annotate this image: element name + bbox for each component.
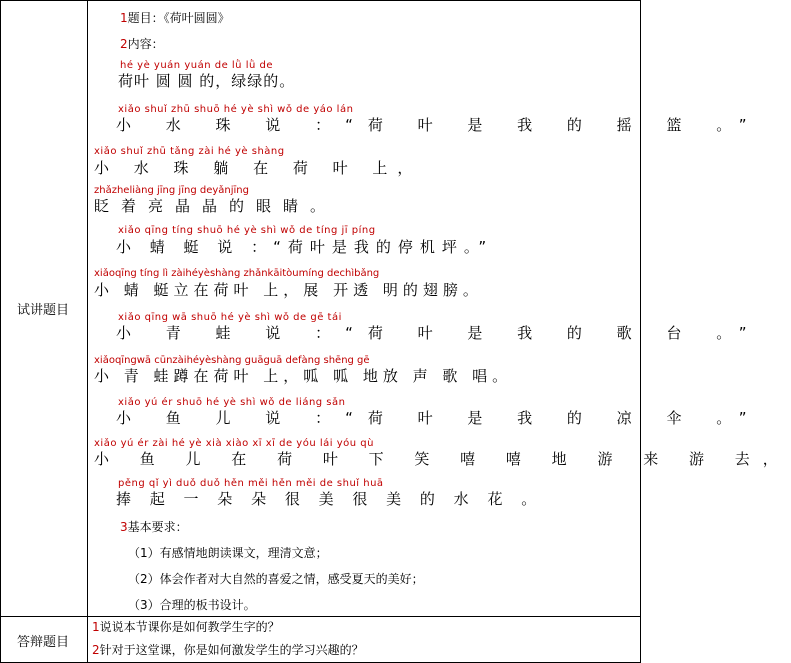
defense-question: 2针对于这堂课，你是如何激发学生的学习兴趣的？	[92, 643, 364, 657]
table-border-top	[0, 0, 641, 1]
content-label: 2内容：	[120, 37, 164, 51]
row-label-defense: 答辩题目	[17, 635, 70, 650]
text-line: 小 青 蛙 说 ：“荷 叶 是 我 的 歌 台 。”	[116, 324, 762, 342]
text-line: 小 水 珠 躺 在 荷 叶 上，	[94, 159, 423, 177]
text-line: 小 蜻 蜓立在荷叶 上，展 开透 明的翅膀。	[94, 281, 483, 299]
pinyin-line: xiǎo shuǐ zhū shuō hé yè shì wǒ de yáo lán	[118, 104, 354, 115]
pinyin-line: xiǎoqīng tíng lì zàihéyèshàng zhǎnkāitòumíng dechìbǎng	[94, 268, 380, 279]
requirements-label: 3基本要求：	[120, 520, 188, 534]
pinyin-line: xiǎo qīng wā shuō hé yè shì wǒ de gē tái	[118, 312, 342, 323]
row-label-lecture: 试讲题目	[17, 303, 70, 318]
text-line: 小 鱼 儿 在 荷 叶 下 笑 嘻 嘻 地 游 来 游 去，	[94, 450, 791, 468]
pinyin-line: xiǎoqīngwā cūnzàihéyèshàng guāguā defàng shēng gē	[94, 355, 370, 366]
text-line: 荷叶 圆 圆 的，绿绿的。	[118, 72, 296, 90]
pinyin-line: zhǎzheliàng jīng jīng deyǎnjīng	[94, 185, 249, 196]
requirement-item: （1）有感情地朗读课文，理清文意；	[128, 546, 328, 560]
pinyin-line: xiǎo qīng tíng shuō hé yè shì wǒ de tíng jī píng	[118, 225, 376, 236]
pinyin-line: pěng qǐ yì duǒ duǒ hěn měi hěn měi de shuǐ huā	[118, 478, 384, 489]
requirement-item: （3）合理的板书设计。	[128, 598, 256, 612]
text-line: 小 蜻 蜓 说 ：“荷叶是我的停机坪。”	[116, 238, 494, 256]
pinyin-line: xiǎo shuǐ zhū tǎng zài hé yè shàng	[94, 146, 285, 157]
text-line: 眨着亮晶晶的眼睛。	[94, 197, 338, 215]
column-divider	[87, 0, 88, 663]
text-line: 捧 起 一 朵 朵 很 美 很 美 的 水 花 。	[116, 490, 544, 508]
pinyin-line: hé yè yuán yuán de lǜ lǜ de	[120, 60, 273, 71]
lecture-title: 1题目：《荷叶圆圆》	[120, 11, 230, 25]
defense-question: 1说说本节课你是如何教学生字的？	[92, 620, 280, 634]
pinyin-line: xiǎo yú ér shuō hé yè shì wǒ de liáng sǎn	[118, 397, 346, 408]
row-divider	[0, 616, 641, 617]
requirement-item: （2）体会作者对大自然的喜爱之情，感受夏天的美好；	[128, 572, 424, 586]
text-line: 小 鱼 儿 说 ：“荷 叶 是 我 的 凉 伞 。”	[116, 409, 762, 427]
text-line: 小 青 蛙蹲在荷叶 上，呱 呱 地放 声 歌 唱。	[94, 367, 513, 385]
table-border-left	[0, 0, 1, 663]
pinyin-line: xiǎo yú ér zài hé yè xià xiào xī xī de yóu lái yóu qù	[94, 438, 374, 449]
text-line: 小 水 珠 说 ：“荷 叶 是 我 的 摇 篮 。”	[116, 116, 762, 134]
